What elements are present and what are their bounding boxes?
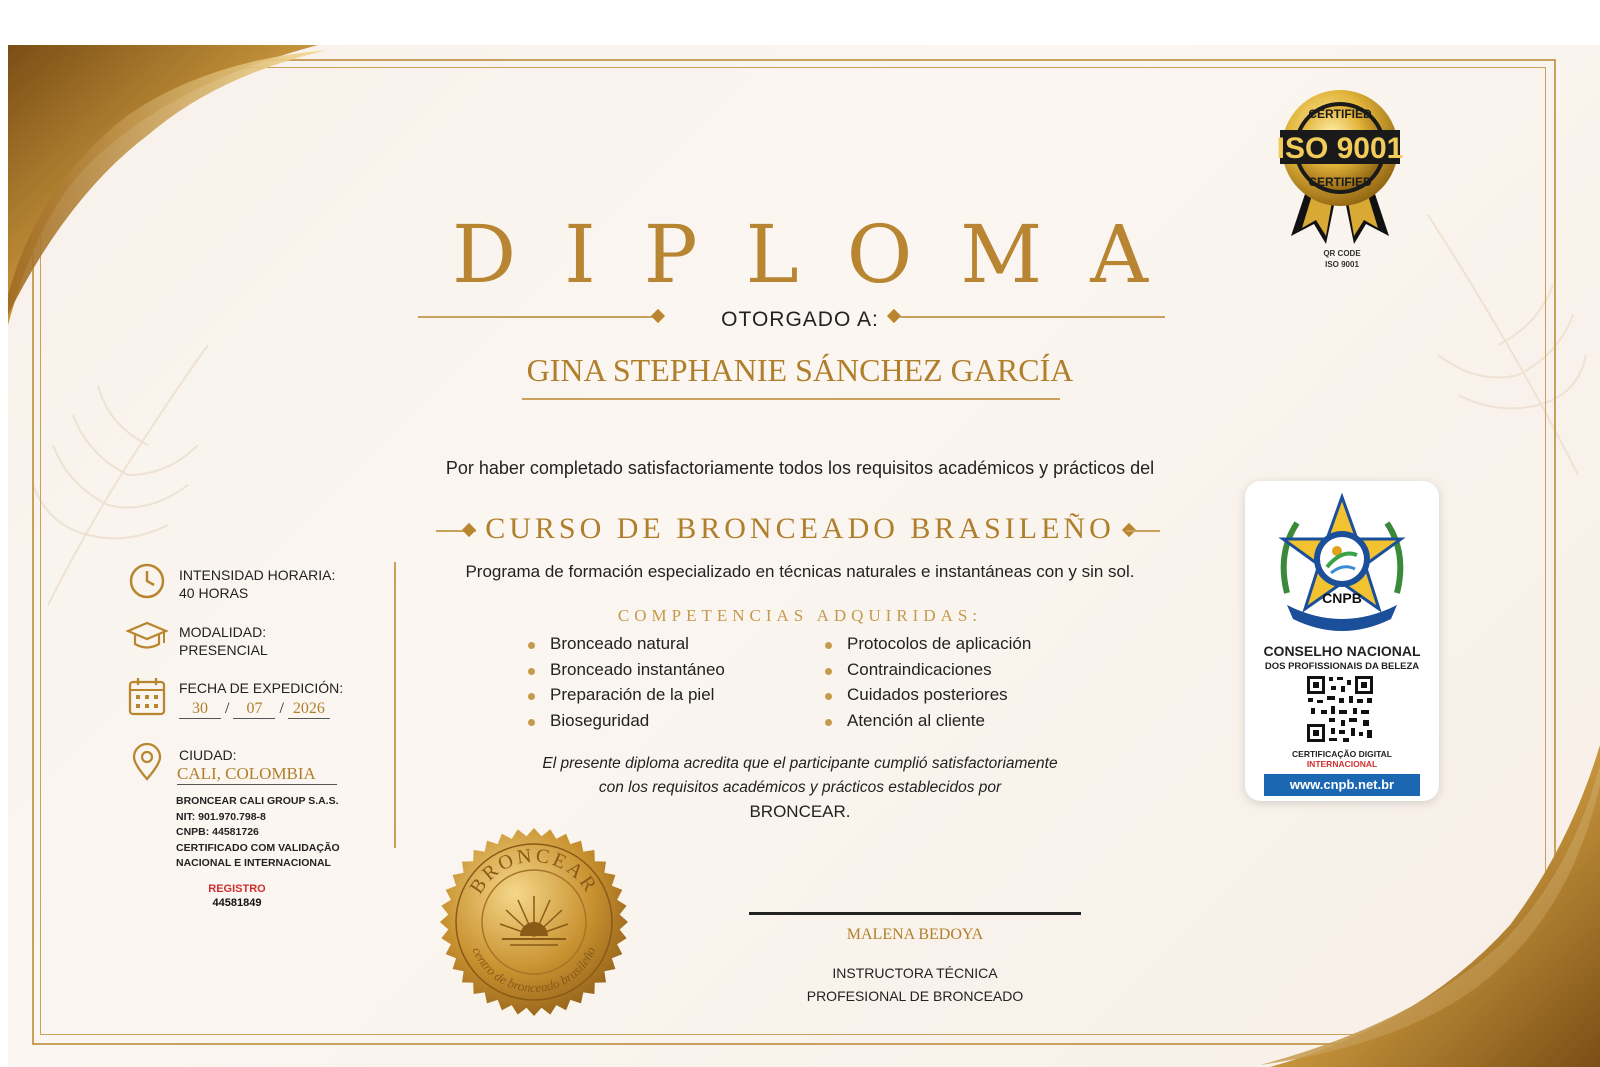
brand-name: BRONCEAR.: [749, 802, 851, 821]
list-item: Atención al cliente: [823, 711, 1031, 737]
date-day: 30: [179, 700, 221, 719]
iso-main-text: ISO 9001: [1276, 132, 1404, 165]
cnpb-emblem: [1277, 493, 1407, 639]
competencies-list-right: [823, 634, 1031, 736]
company-nit: NIT: 901.970.798-8: [176, 810, 266, 823]
qr-code-icon: [1305, 674, 1375, 744]
registro-value: 44581849: [212, 897, 262, 909]
date-separator: /: [225, 700, 230, 717]
competencies-title: COMPETENCIAS ADQUIRIDAS:: [617, 606, 983, 625]
iso-bottom-text: CERTIFIED: [1308, 175, 1372, 189]
program-description: Programa de formación especializado en técnicas naturales e instantáneas con y sin sol.: [465, 562, 1135, 581]
statement-line-1: El presente diploma acredita que el participante cumplió satisfactoriamente: [542, 755, 1058, 772]
list-item: Protocolos de aplicación: [823, 634, 1031, 660]
diploma-title: DIPLOMA: [452, 208, 1196, 301]
awarded-to-label: OTORGADO A:: [721, 308, 879, 331]
calendar-icon: [127, 675, 167, 717]
iso-top-text: CERTIFIED: [1308, 107, 1372, 121]
date-year: 2026: [288, 700, 330, 719]
cnpb-url-link[interactable]: www.cnpb.net.br: [1264, 774, 1420, 796]
cnpb-emblem-text: CNPB: [1322, 590, 1362, 606]
hours-value: 40 HORAS: [179, 585, 249, 601]
statement-line-2: con los requisitos académicos y prácticos establecidos por: [598, 779, 1002, 796]
graduation-cap-icon: [126, 619, 168, 655]
vertical-divider: [394, 562, 396, 848]
registro-label: REGISTRO: [208, 883, 266, 895]
cnpb-cert-line-1: CERTIFICAÇÃO DIGITAL: [1292, 749, 1392, 759]
cert-line-1: CERTIFICADO COM VALIDAÇÃO: [176, 841, 340, 854]
seal-bottom-text: centro de bronceado brasileño: [469, 944, 599, 996]
city-value: CALI, COLOMBIA: [177, 764, 337, 785]
recipient-name: GINA STEPHANIE SÁNCHEZ GARCÍA: [526, 352, 1074, 388]
mode-value: PRESENCIAL: [179, 642, 268, 658]
mode-label: MODALIDAD:: [179, 624, 267, 640]
date-label: FECHA DE EXPEDICIÓN:: [179, 680, 344, 696]
date-separator: /: [279, 700, 284, 717]
iso-certified-badge: [1276, 86, 1404, 246]
company-name: BRONCEAR CALI GROUP S.A.S.: [176, 795, 339, 807]
course-title: CURSO DE BRONCEADO BRASILEÑO: [485, 512, 1115, 545]
mode-info: [179, 623, 268, 659]
location-pin-icon: [131, 742, 163, 782]
hours-label: INTENSIDAD HORARIA:: [179, 567, 336, 583]
iso-qr-line-1: QR CODE: [1323, 249, 1361, 258]
signatory-role: [750, 962, 1080, 1008]
hours-info: [179, 566, 335, 602]
cnpb-title: CONSELHO NACIONAL: [1263, 643, 1421, 659]
signature-line: [749, 912, 1081, 915]
competencies-list-left: [526, 634, 725, 736]
signatory-role-line-2: PROFESIONAL DE BRONCEADO: [806, 988, 1024, 1004]
list-item: Bronceado instantáneo: [526, 660, 725, 686]
cnpb-subtitle: DOS PROFISSIONAIS DA BELEZA: [1264, 661, 1420, 672]
intro-text: Por haber completado satisfactoriamente todos los requisitos académicos y prácticos del: [445, 458, 1155, 478]
date-month: 07: [233, 700, 275, 719]
cert-line-2: NACIONAL E INTERNACIONAL: [176, 857, 331, 869]
divider-line-right: [900, 316, 1165, 318]
city-label: CIUDAD:: [179, 747, 237, 763]
list-item: Preparación de la piel: [526, 685, 725, 711]
company-cnpb: CNPB: 44581726: [176, 826, 259, 838]
list-item: Bioseguridad: [526, 711, 725, 737]
iso-qr-caption: [1302, 248, 1382, 270]
recipient-underline: [522, 398, 1060, 400]
signatory-name: MALENA BEDOYA: [846, 926, 984, 943]
clock-icon: [127, 561, 167, 601]
signatory-role-line-1: INSTRUCTORA TÉCNICA: [832, 965, 998, 981]
iso-qr-line-2: ISO 9001: [1325, 260, 1359, 269]
cnpb-cert-line-2: INTERNACIONAL: [1306, 759, 1378, 769]
list-item: Bronceado natural: [526, 634, 725, 660]
cnpb-card: [1245, 481, 1439, 801]
list-item: Cuidados posteriores: [823, 685, 1031, 711]
broncear-gold-seal: [438, 826, 630, 1018]
date-field: [179, 700, 330, 719]
course-line-right: [1126, 530, 1160, 532]
list-item: Contraindicaciones: [823, 660, 1031, 686]
seal-top-text: BRONCEAR: [465, 844, 603, 898]
company-info: [176, 794, 340, 872]
